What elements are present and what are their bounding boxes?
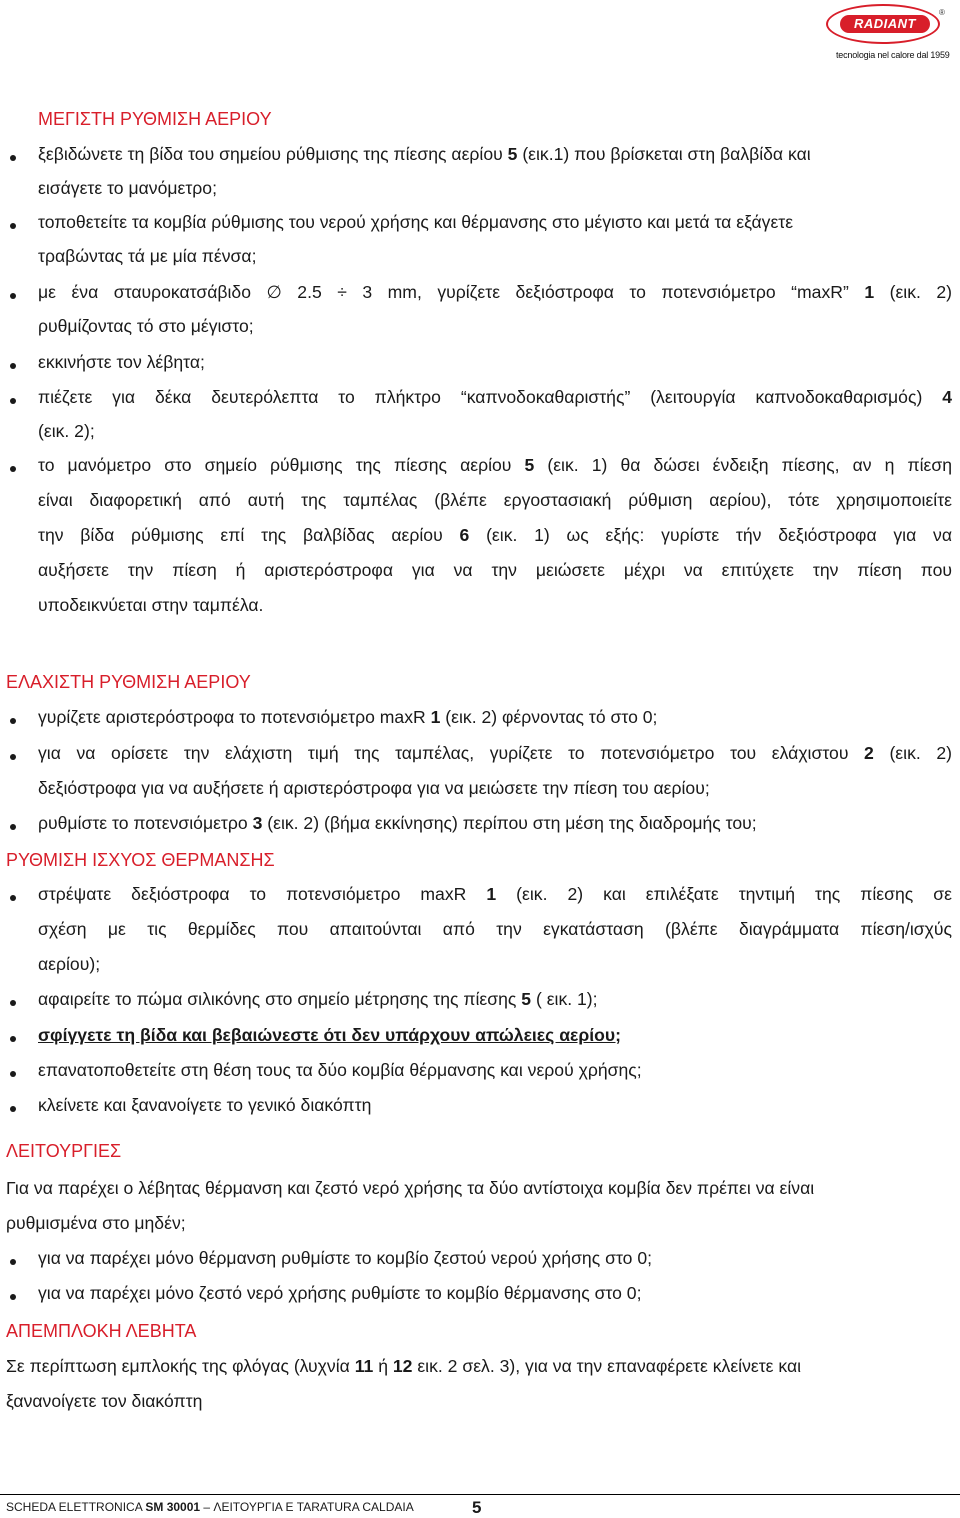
list-item: το μανόμετρο στο σημείο ρύθμισης της πίεσης αερίου 5 (εικ. 1) θα δώσει ένδειξη πίεσης, αν η πίεση <box>38 455 953 475</box>
brand-logo <box>822 4 956 66</box>
list-item: στρέψατε δεξιόστροφα το ποτενσιόμετρο maxR 1 (εικ. 2) και επιλέξατε τηντιμή της πίεσης σε <box>38 884 952 904</box>
bullet <box>10 754 16 760</box>
section-title-functions: ΛΕΙΤΟΥΡΓΙΕΣ <box>6 1141 122 1161</box>
section-title-heating-power: ΡΥΘΜΙΣΗ ΙΣΧΥΟΣ ΘΕΡΜΑΝΣΗΣ <box>6 850 275 870</box>
list-item-cont: αυξήσετε την πίεση ή αριστερόστροφα για να την μειώσετε μέχρι να επιτύχετε την πίεση που <box>38 560 952 580</box>
section-title-max-gas: ΜΕΓΙΣΤΗ ΡΥΘΜΙΣΗ ΑΕΡΙΟΥ <box>38 109 272 129</box>
list-item: για να παρέχει μόνο ζεστό νερό χρήσης ρυθμίστε το κομβίο θέρμανσης στο 0; <box>38 1283 642 1303</box>
list-item: για να παρέχει μόνο θέρμανση ρυθμίστε το κομβίο ζεστού νερού χρήσης στο 0; <box>38 1248 652 1268</box>
paragraph-line: Για να παρέχει ο λέβητας θέρμανση και ζεστό νερό χρήσης τα δύο αντίστοιχα κομβία δεν πρέπει να είναι <box>6 1178 815 1198</box>
bullet <box>10 824 16 830</box>
bullet <box>10 1294 16 1300</box>
list-item-cont: υποδεικνύεται στην ταμπέλα. <box>38 595 264 615</box>
list-item-cont: αερίου); <box>38 954 101 974</box>
list-item: γυρίζετε αριστερόστροφα το ποτενσιόμετρο maxR 1 (εικ. 2) φέρνοντας τό στο 0; <box>38 707 658 727</box>
page-number: 5 <box>472 1498 482 1517</box>
list-item-cont: τραβώντας τά με μία πένσα; <box>38 246 257 266</box>
list-item-cont: σχέση με τις θερμίδες που απαιτούνται από την εγκατάσταση (βλέπε διαγράμματα πίεση/ισχύς <box>38 919 952 939</box>
bullet <box>10 718 16 724</box>
bullet <box>10 895 16 901</box>
bullet <box>10 1259 16 1265</box>
list-item: ξεβιδώνετε τη βίδα του σημείου ρύθμισης της πίεσης αερίου 5 (εικ.1) που βρίσκεται στη βαλβίδα και <box>38 144 811 164</box>
footer-document-title: SCHEDA ELETTRONICA SM 30001 – ΛΕΙΤΟΥΡΓΙΑ Ε TARATURA CALDAIA <box>6 1500 414 1514</box>
list-item-cont: ρυθμίζοντας τό στο μέγιστο; <box>38 316 254 336</box>
bullet <box>10 223 16 229</box>
bullet <box>10 1000 16 1006</box>
logo-brand-text: RADIANT <box>840 15 930 33</box>
bullet <box>10 1106 16 1112</box>
bullet <box>10 293 16 299</box>
list-item: για να ορίσετε την ελάχιστη τιμή της ταμπέλας, γυρίζετε το ποτενσιόμετρο του ελάχιστου 2 (εικ. 2) <box>38 743 952 763</box>
section-title-min-gas: ΕΛΑΧΙΣΤΗ ΡΥΘΜΙΣΗ ΑΕΡΙΟΥ <box>6 672 251 692</box>
logo-oval <box>826 4 940 44</box>
list-item: πιέζετε για δέκα δευτερόλεπτα το πλήκτρο “καπνοδοκαθαριστής” (λειτουργία καπνοδοκαθαρισμός) 4 <box>38 387 953 407</box>
bullet <box>10 1036 16 1042</box>
list-item: ρυθμίστε το ποτενσιόμετρο 3 (εικ. 2) (βήμα εκκίνησης) περίπου στη μέση της διαδρομής του; <box>38 813 757 833</box>
bullet <box>10 155 16 161</box>
section-title-unlock: ΑΠΕΜΠΛΟΚΗ ΛΕΒΗΤΑ <box>6 1321 197 1341</box>
list-item-emphasis: σφίγγετε τη βίδα και βεβαιώνεστε ότι δεν υπάρχουν απώλειες αερίου; <box>38 1025 621 1045</box>
bullet <box>10 1071 16 1077</box>
footer-divider <box>0 1494 960 1495</box>
list-item: με ένα σταυροκατσάβιδο ∅ 2.5 ÷ 3 mm, γυρίζετε δεξιόστροφα το ποτενσιόμετρο “maxR” 1 (εικ. 2) <box>38 282 953 302</box>
bullet <box>10 466 16 472</box>
list-item-cont: εισάγετε το μανόμετρο; <box>38 178 217 198</box>
paragraph-line: Σε περίπτωση εμπλοκής της φλόγας (λυχνία 11 ή 12 εικ. 2 σελ. 3), για να την επαναφέρετε κλείνετε και <box>6 1356 802 1376</box>
list-item-cont: την βίδα ρύθμισης επί της βαλβίδας αερίου 6 (εικ. 1) ως εξής: γυρίστε τήν δεξιόστροφα για να <box>38 525 953 545</box>
paragraph-line: ξανανοίγετε τον διακόπτη <box>6 1391 203 1411</box>
diameter-symbol: ∅ <box>266 282 282 302</box>
list-item-cont: δεξιόστροφα για να αυξήσετε ή αριστερόστροφα για να μειώσετε την πίεση του αερίου; <box>38 778 710 798</box>
list-item: κλείνετε και ξανανοίγετε το γενικό διακόπτη <box>38 1095 372 1115</box>
list-item: τοποθετείτε τα κομβία ρύθμισης του νερού χρήσης και θέρμανσης στο μέγιστο και μετά τα εξάγετε <box>38 212 794 232</box>
list-item: επανατοποθετείτε στη θέση τους τα δύο κομβία θέρμανσης και νερού χρήσης; <box>38 1060 642 1080</box>
bullet <box>10 398 16 404</box>
list-item: εκκινήστε τον λέβητα; <box>38 352 205 372</box>
list-item-cont: (εικ. 2); <box>38 421 95 441</box>
logo-tagline: tecnologia nel calore dal 1959 <box>836 50 950 60</box>
division-symbol: ÷ <box>337 282 347 302</box>
paragraph-line: ρυθμισμένα στο μηδέν; <box>6 1213 186 1233</box>
bullet <box>10 363 16 369</box>
list-item-cont: είναι διαφορετική από αυτή της ταμπέλας (βλέπε εργοστασιακή ρύθμιση αερίου), τότε χρησιμοποιείτε <box>38 490 952 510</box>
registered-mark: ® <box>939 8 945 17</box>
list-item: αφαιρείτε το πώμα σιλικόνης στο σημείο μέτρησης της πίεσης 5 ( εικ. 1); <box>38 989 598 1009</box>
